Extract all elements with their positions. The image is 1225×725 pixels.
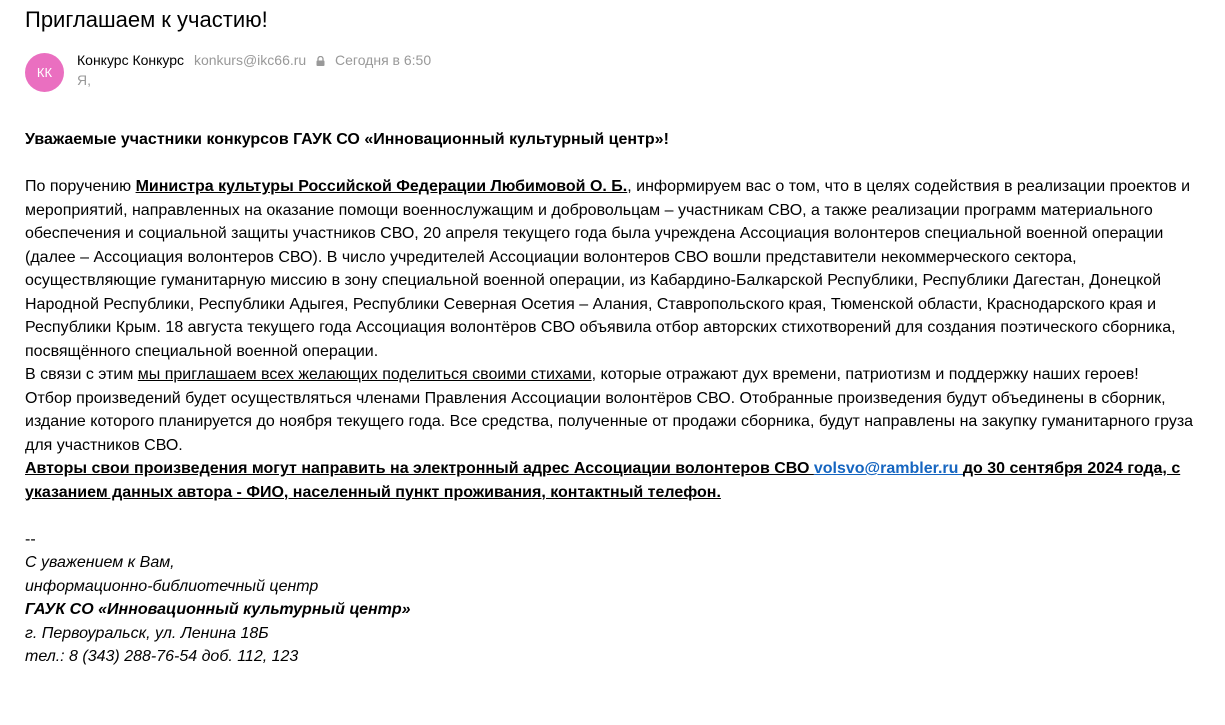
- signature-line-4: г. Первоуральск, ул. Ленина 18Б: [25, 624, 269, 642]
- email-subject: Приглашаем к участию!: [25, 7, 268, 32]
- sent-time: Сегодня в 6:50: [335, 52, 432, 68]
- sender-email[interactable]: konkurs@ikc66.ru: [193, 52, 307, 68]
- paragraph-2-text: , которые отражают дух времени, патриотизм и поддержку наших героев!: [591, 366, 1139, 383]
- sender-avatar[interactable]: КК: [25, 53, 64, 92]
- sender-info: [77, 51, 431, 69]
- paragraph-1-intro: По поручению: [25, 178, 136, 195]
- greeting: Уважаемые участники конкурсов ГАУК СО «Инновационный культурный центр»!: [25, 131, 669, 148]
- signature-separator: --: [25, 530, 36, 548]
- signature-line-3: ГАУК СО «Инновационный культурный центр»: [25, 601, 411, 618]
- lock-icon: [316, 52, 325, 62]
- minister-reference: Министра культуры Российской Федерации Любимовой О. Б.: [135, 178, 628, 195]
- paragraph-1-text: , информируем вас о том, что в целях содействия в реализации проектов и мероприятий, направленных на оказание помощи военнослужащим и добровольцам – участникам СВО, а также реализации программ материального обеспечения и социальной защиты участников СВО, 20 апреля текущего года была учреждена Ассоциация волонтеров специальной военной операции (далее – Ассоциация волонтеров СВО). В число учредителей Ассоциации волонтеров СВО вошли представители некоммерческого сектора, осуществляющие гуманитарную миссию в зону специальной военной операции, из Кабардино-Балкарской Республики, Республики Дагестан, Донецкой Народной Республики, Республики Адыгея, Республики Северная Осетия – Алания, Ставропольского края, Тюменской области, Краснодарского края и Республики Крым. 18 августа текущего года Ассоциация волонтёров СВО объявила отбор авторских стихотворений для создания поэтического сборника, посвящённого специальной военной операции.: [25, 178, 1191, 360]
- email-body: [25, 128, 1205, 669]
- signature-line-2: информационно-библиотечный центр: [25, 577, 319, 595]
- signature-gap: [25, 504, 1205, 528]
- sender-name[interactable]: Конкурс Конкурс: [77, 52, 185, 68]
- paragraph-3: Отбор произведений будет осуществляться членами Правления Ассоциации волонтёров СВО. Отобранные произведения будут объединены в сборник, издание которого планируется до ноября текущего года. Все средства, полученные от продажи сборника, будут направлены на закупку гуманитарного груза для участников СВО.: [25, 389, 1194, 454]
- paragraph-4: [25, 457, 1205, 504]
- paragraph-1: [25, 175, 1205, 363]
- submission-deadline: до 30 сентября 2024 года, с указанием данных автора - ФИО, населенный пункт проживания, контактный телефон.: [25, 460, 1181, 501]
- paragraph-2-intro: В связи с этим: [25, 366, 138, 383]
- recipient[interactable]: Я,: [77, 72, 91, 88]
- paragraph-2: [25, 363, 1205, 387]
- paragraph-gap: [25, 152, 1205, 176]
- association-email-link[interactable]: volsvo@rambler.ru: [813, 460, 963, 477]
- submission-intro: Авторы свои произведения могут направить на электронный адрес Ассоциации волонтеров СВО: [25, 460, 814, 477]
- signature-line-1: С уважением к Вам,: [25, 554, 175, 571]
- invitation-highlight: мы приглашаем всех желающих поделиться своими стихами: [137, 366, 592, 383]
- signature-line-5: тел.: 8 (343) 288-76-54 доб. 112, 123: [25, 648, 299, 665]
